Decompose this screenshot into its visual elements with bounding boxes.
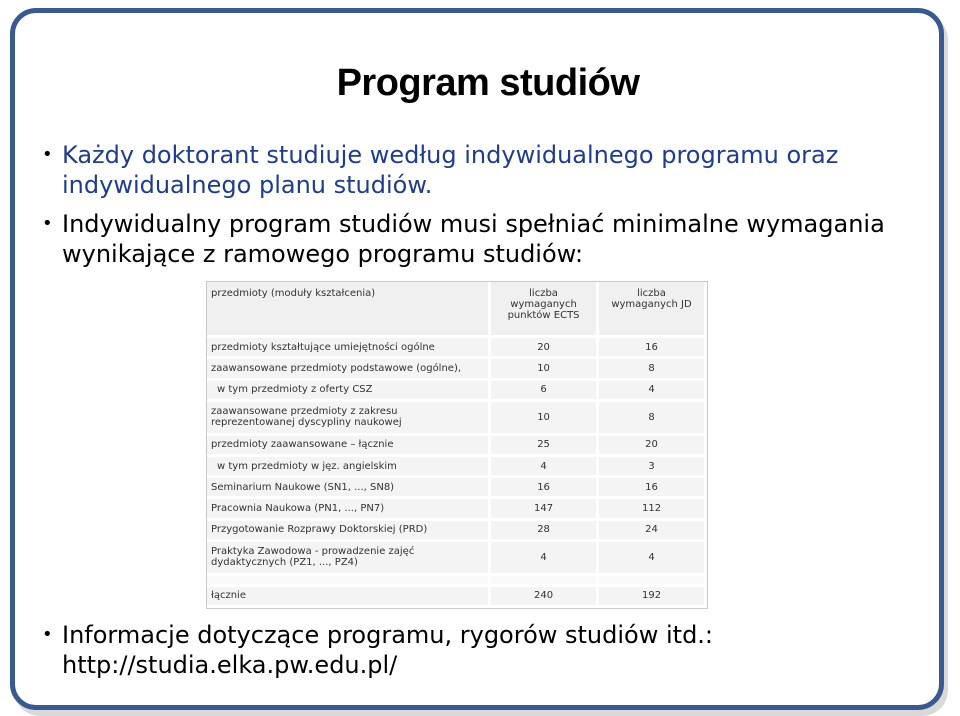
bullet-icon: • bbox=[42, 144, 53, 165]
table-cell: Seminarium Naukowe (SN1, ..., SN8) bbox=[207, 477, 490, 498]
table-row bbox=[207, 519, 706, 540]
table-cell: w tym przedmioty z oferty CSZ bbox=[207, 379, 490, 400]
table-cell: przedmioty kształtujące umiejętności ogólne bbox=[207, 337, 490, 358]
table-row bbox=[207, 400, 706, 434]
table-cell: 192 bbox=[598, 585, 706, 606]
table-cell: zaawansowane przedmioty z zakresu reprezentowanej dyscypliny naukowej bbox=[207, 400, 490, 434]
bullet-icon: • bbox=[42, 624, 53, 645]
table-cell: zaawansowane przedmioty podstawowe (ogólne), bbox=[207, 358, 490, 379]
table-header: liczba wymaganych punktów ECTS bbox=[490, 282, 598, 337]
table-row bbox=[207, 434, 706, 455]
bullet-text: Informacje dotyczące programu, rygorów studiów itd.: http://studia.elka.pw.edu.pl/ bbox=[62, 621, 714, 679]
table-cell: 10 bbox=[490, 400, 598, 434]
table-cell: 10 bbox=[490, 358, 598, 379]
table-cell: 147 bbox=[490, 498, 598, 519]
table-cell: łącznie bbox=[207, 585, 490, 606]
table-cell: 8 bbox=[598, 358, 706, 379]
table-spacer-row bbox=[207, 574, 706, 585]
table-row bbox=[207, 540, 706, 574]
bullet-text: Każdy doktorant studiuje według indywidualnego programu oraz indywidualnego planu studiów. bbox=[62, 141, 839, 199]
table-header: przedmioty (moduły kształcenia) bbox=[207, 282, 490, 337]
table-cell: w tym przedmioty w jęz. angielskim bbox=[207, 455, 490, 476]
table-cell: 28 bbox=[490, 519, 598, 540]
table-cell: 16 bbox=[598, 337, 706, 358]
table-header: liczba wymaganych JD bbox=[598, 282, 706, 337]
table-cell: 25 bbox=[490, 434, 598, 455]
table-cell: 8 bbox=[598, 400, 706, 434]
table-spacer-cell bbox=[490, 574, 598, 585]
table-cell: 4 bbox=[490, 540, 598, 574]
table-cell: 4 bbox=[490, 455, 598, 476]
table-row bbox=[207, 498, 706, 519]
table-cell: 24 bbox=[598, 519, 706, 540]
table-cell: 20 bbox=[490, 337, 598, 358]
bullet-item bbox=[40, 140, 920, 200]
table-cell: Praktyka Zawodowa - prowadzenie zajęć dydaktycznych (PZ1, ..., PZ4) bbox=[207, 540, 490, 574]
table-cell: 112 bbox=[598, 498, 706, 519]
table-spacer-cell bbox=[207, 574, 490, 585]
table-cell: 20 bbox=[598, 434, 706, 455]
table-cell: 4 bbox=[598, 540, 706, 574]
table-row bbox=[207, 379, 706, 400]
table-row bbox=[207, 337, 706, 358]
table-cell: Przygotowanie Rozprawy Doktorskiej (PRD) bbox=[207, 519, 490, 540]
table-cell: 240 bbox=[490, 585, 598, 606]
table-row bbox=[207, 455, 706, 476]
slide-title: Program studiów bbox=[336, 62, 640, 104]
table-header-row bbox=[207, 282, 706, 337]
table-cell: przedmioty zaawansowane – łącznie bbox=[207, 434, 490, 455]
table-cell: 16 bbox=[490, 477, 598, 498]
table-total-row bbox=[207, 585, 706, 606]
table-cell: Pracownia Naukowa (PN1, ..., PN7) bbox=[207, 498, 490, 519]
requirements-table bbox=[206, 281, 708, 609]
table-spacer-cell bbox=[598, 574, 706, 585]
table-row bbox=[207, 477, 706, 498]
bullet-text: Indywidualny program studiów musi spełniać minimalne wymagania wynikające z ramowego programu studiów: bbox=[62, 210, 885, 268]
table-row bbox=[207, 358, 706, 379]
table-cell: 16 bbox=[598, 477, 706, 498]
table-cell: 6 bbox=[490, 379, 598, 400]
bullet-icon: • bbox=[42, 213, 53, 234]
table-cell: 3 bbox=[598, 455, 706, 476]
bullet-item bbox=[40, 620, 920, 680]
bullet-item bbox=[40, 209, 920, 269]
table-cell: 4 bbox=[598, 379, 706, 400]
